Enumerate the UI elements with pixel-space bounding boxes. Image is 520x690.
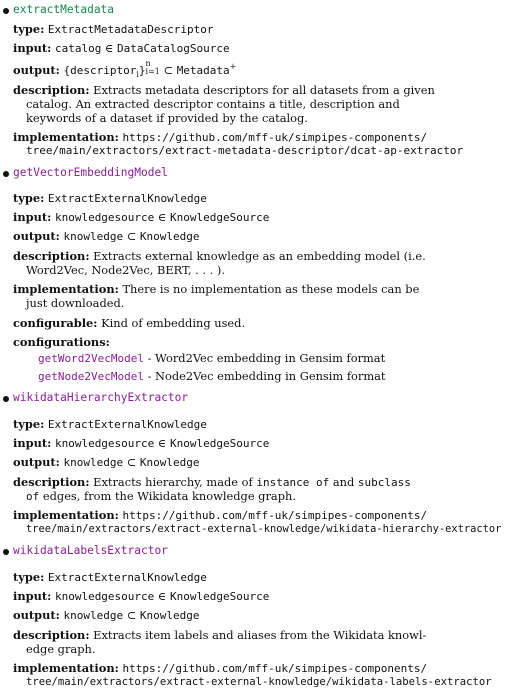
configuration-name[interactable]: getNode2VecModel [38,370,144,383]
type-field: type: ExtractExternalKnowledge [13,570,207,584]
component-name: getVectorEmbeddingModel [13,166,168,179]
component-name: wikidataLabelsExtractor [13,544,168,557]
implementation-field: implementation: There is no implementation as these models can be [13,282,420,296]
input-field: input: catalog ∈ DataCatalogSource [13,41,230,55]
bullet-icon [3,396,9,402]
description-field: description: Extracts external knowledge as an embedding model (i.e. [13,249,426,263]
configurations-label: configurations: [13,335,110,349]
output-field: output: knowledge ⊂ Knowledge [13,229,200,243]
implementation-field: implementation: https://github.com/mff-uk/simpipes-components/ [13,508,428,522]
output-field: output: knowledge ⊂ Knowledge [13,455,200,469]
output-field: output: knowledge ⊂ Knowledge [13,608,200,622]
description-field: description: Extracts metadata descriptors for all datasets from a given [13,83,435,97]
type-field: type: ExtractMetadataDescriptor [13,22,214,36]
implementation-field: implementation: https://github.com/mff-uk/simpipes-components/ [13,130,428,144]
implementation-field: implementation: https://github.com/mff-uk/simpipes-components/ [13,661,428,675]
input-field: input: knowledgesource ∈ KnowledgeSource [13,210,270,224]
bullet-icon [3,549,9,555]
type-field: type: ExtractExternalKnowledge [13,191,207,205]
output-field: output: {descriptor$_i$} n i=1 ⊂ Metadata+ [13,58,237,80]
implementation-link[interactable]: https://github.com/mff-uk/simpipes-components/ [122,662,428,675]
configuration-name[interactable]: getWord2VecModel [38,352,144,365]
configuration-item: getWord2VecModel - Word2Vec embedding in Gensim format [38,351,386,365]
implementation-link-cont[interactable]: tree/main/extractors/extract-metadata-descriptor/dcat-ap-extractor [26,144,464,157]
implementation-link[interactable]: https://github.com/mff-uk/simpipes-components/ [122,131,428,144]
description-field: description: Extracts item labels and aliases from the Wikidata knowl- [13,628,427,642]
description-field: description: Extracts hierarchy, made of instance of and subclass [13,475,411,489]
implementation-link[interactable]: https://github.com/mff-uk/simpipes-components/ [122,509,428,522]
configuration-item: getNode2VecModel - Node2Vec embedding in Gensim format [38,369,386,383]
bullet-icon [3,8,9,14]
type-value: ExtractMetadataDescriptor [47,23,214,36]
component-name: extractMetadata [13,3,115,16]
implementation-link-cont[interactable]: tree/main/extractors/extract-external-knowledge/wikidata-labels-extractor [26,676,492,688]
input-field: input: knowledgesource ∈ KnowledgeSource [13,436,270,450]
bullet-icon [3,171,9,177]
input-field: input: knowledgesource ∈ KnowledgeSource [13,589,270,603]
component-name: wikidataHierarchyExtractor [13,391,189,404]
implementation-link-cont[interactable]: tree/main/extractors/extract-external-knowledge/wikidata-hierarchy-extractor [26,523,502,535]
type-field: type: ExtractExternalKnowledge [13,417,207,431]
configurable-field: configurable: Kind of embedding used. [13,316,246,330]
